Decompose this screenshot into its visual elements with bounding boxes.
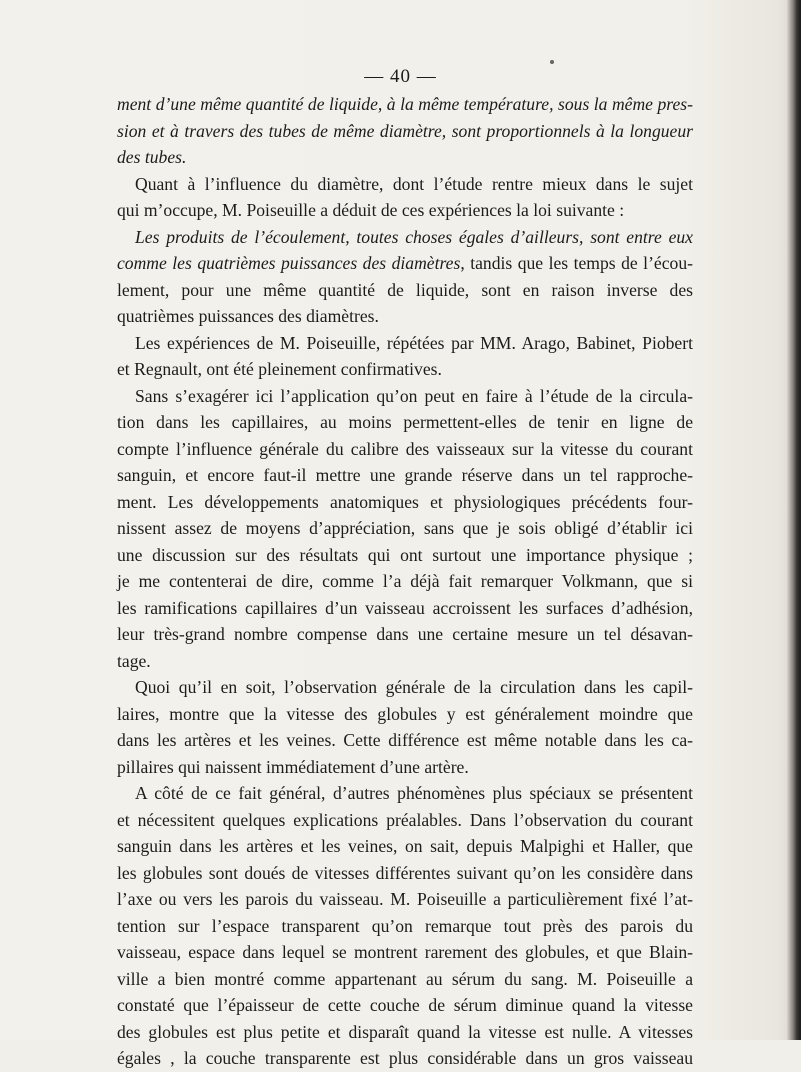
text-line: ville a bien montré comme appartenant au sérum du sang. M. Poiseuille a xyxy=(117,968,693,989)
text-line: l’axe ou vers les parois du vaisseau. M. Poiseuille a particulièrement fixé l’at- xyxy=(117,889,693,909)
text-line: égales , la couche transparente est plus considérable dans un gros vaisseau xyxy=(117,1048,693,1068)
text-line: quatrièmes puissances des diamètres. xyxy=(117,306,379,326)
page-number-header: — 40 — xyxy=(364,66,437,87)
text-line: compte l’influence générale du calibre des vaisseaux sur la vitesse du courant xyxy=(117,438,693,459)
text-line: une discussion sur des résultats qui ont surtout une importance physique ; xyxy=(117,544,693,565)
text-line: laires, montre que la vitesse des globules y est généralement moindre que xyxy=(117,703,693,724)
text-line: A côté de ce fait général, d’autres phénomènes plus spéciaux se présentent xyxy=(135,783,693,803)
italic-segment: comme les quatrièmes puissances des diamètres xyxy=(117,253,461,273)
text-line: ment. Les développements anatomiques et physiologiques précédents four- xyxy=(117,491,693,512)
text-line: des globules est plus petite et disparaît quand la vitesse est nulle. A vitesses xyxy=(117,1021,693,1042)
text-line: et Regnault, ont été pleinement confirmatives. xyxy=(117,359,442,379)
text-line: des tubes. xyxy=(117,147,187,167)
text-line: tion dans les capillaires, au moins permettent-elles de tenir en ligne de xyxy=(117,412,693,432)
text-line: je me contenterai de dire, comme l’a déjà fait remarquer Volkmann, que si xyxy=(117,571,693,591)
text-line: Les produits de l’écoulement, toutes choses égales d’ailleurs, sont entre eux xyxy=(135,226,693,247)
text-line: leur très-grand nombre compense dans une certaine mesure un tel désavan- xyxy=(117,624,693,644)
text-line: tage. xyxy=(117,650,151,671)
text-line xyxy=(117,250,693,277)
text-line: Sans s’exagérer ici l’application qu’on peut en faire à l’étude de la circula- xyxy=(135,385,693,406)
text-line: Quant à l’influence du diamètre, dont l’étude rentre mieux dans le sujet xyxy=(135,173,693,194)
text-line: sanguin, et encore faut-il mettre une grande réserve dans un tel rapproche- xyxy=(117,465,693,485)
text-line: dans les artères et les veines. Cette différence est même notable dans les ca- xyxy=(117,730,693,750)
text-line: et nécessitent quelques explications préalables. Dans l’observation du courant xyxy=(117,809,693,830)
page-edge-shadow xyxy=(787,0,801,1040)
text-line: sion et à travers des tubes de même diamètre, sont proportionnels à la longueur xyxy=(117,120,693,141)
text-line: tention sur l’espace transparent qu’on remarque tout près des parois du xyxy=(117,915,693,936)
roman-segment: , tandis que les temps de l’écou- xyxy=(460,253,693,273)
text-line: constaté que l’épaisseur de cette couche de sérum diminue quand la vitesse xyxy=(117,995,693,1015)
body-text xyxy=(117,91,693,1072)
text-line: qui m’occupe, M. Poiseuille a déduit de ces expériences la loi suivante : xyxy=(117,200,625,220)
text-line: Quoi qu’il en soit, l’observation générale de la circulation dans les capil- xyxy=(135,677,693,697)
text-line: lement, pour une même quantité de liquide, sont en raison inverse des xyxy=(117,279,693,300)
text-line: vaisseau, espace dans lequel se montrent rarement des globules, et que Blain- xyxy=(117,942,693,962)
ink-speck xyxy=(550,60,554,64)
text-line: Les expériences de M. Poiseuille, répétées par MM. Arago, Babinet, Piobert xyxy=(135,332,693,353)
text-line: sanguin dans les artères et les veines, on sait, depuis Malpighi et Haller, que xyxy=(117,836,693,856)
text-line: les globules sont doués de vitesses différentes suivant qu’on les considère dans xyxy=(117,862,693,883)
text-line: nissent assez de moyens d’appréciation, sans que je sois obligé d’établir ici xyxy=(117,518,693,538)
text-line: ment d’une même quantité de liquide, à la même température, sous la même pres- xyxy=(117,94,693,114)
text-line: les ramifications capillaires d’un vaisseau accroissent les surfaces d’adhésion, xyxy=(117,597,693,618)
text-line: pillaires qui naissent immédiatement d’une artère. xyxy=(117,756,469,777)
